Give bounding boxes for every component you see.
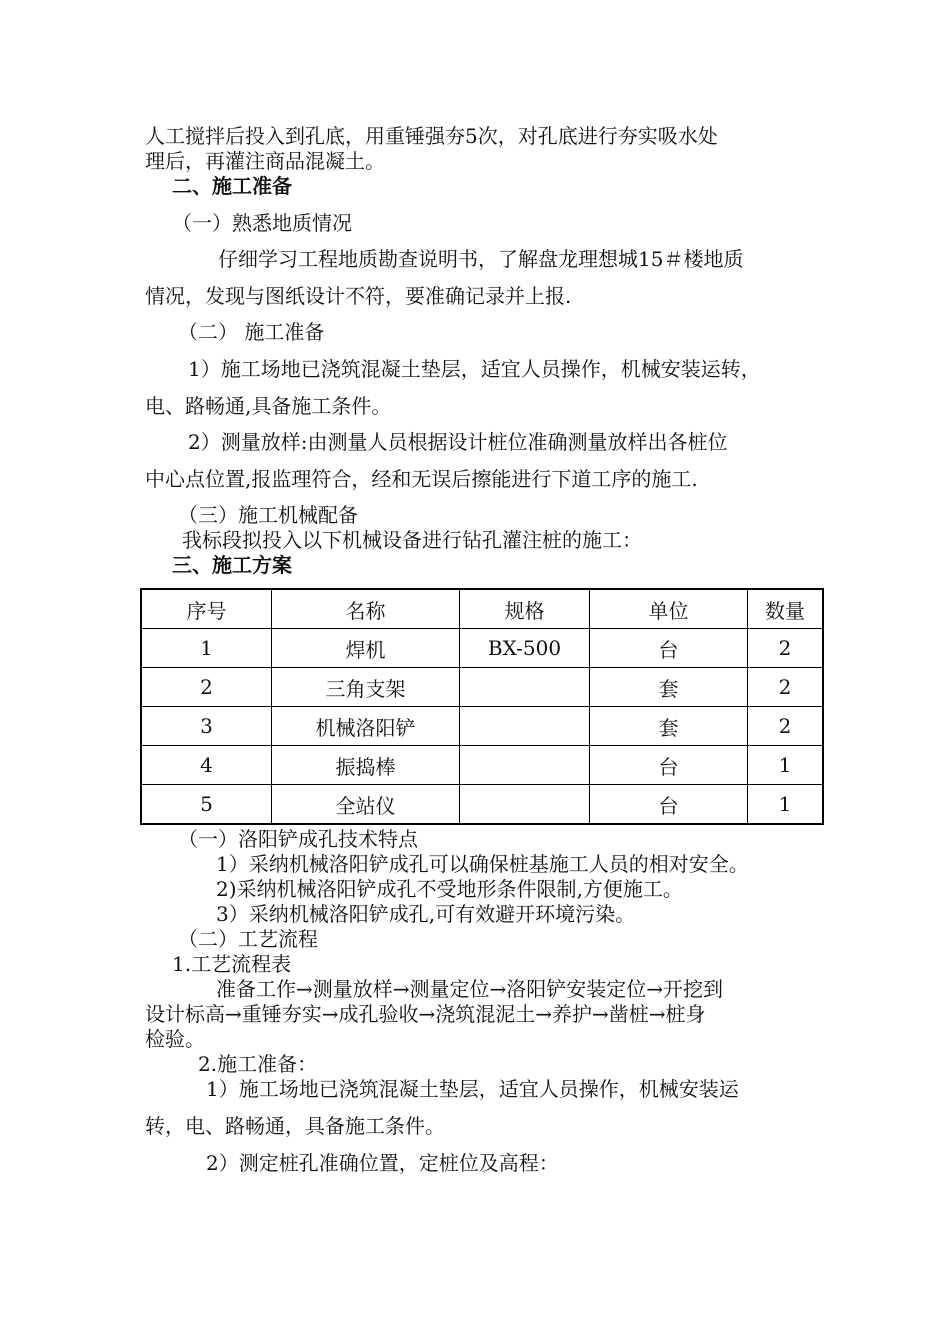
table-cell xyxy=(460,746,590,785)
equipment-table xyxy=(140,588,824,825)
paragraph-line: 1）施工场地已浇筑混凝土垫层，适宜人员操作，机械安装运 xyxy=(206,1077,739,1101)
table-cell: 3 xyxy=(141,707,272,746)
table-cell: 1 xyxy=(141,629,272,668)
table-row xyxy=(141,629,823,668)
table-cell: 1 xyxy=(748,785,824,825)
paragraph-line: 2）测量放样:由测量人员根据设计桩位准确测量放样出各桩位 xyxy=(188,430,728,454)
paragraph-line: 人工搅拌后投入到孔底，用重锤强夯5次，对孔底进行夯实吸水处 xyxy=(145,124,718,148)
paragraph-line: 检验。 xyxy=(145,1027,205,1051)
table-row xyxy=(141,707,823,746)
table-cell: 焊机 xyxy=(272,629,460,668)
table-cell: 振捣棒 xyxy=(272,746,460,785)
subsection-heading: （一）洛阳铲成孔技术特点 xyxy=(178,827,418,851)
header-cell: 数量 xyxy=(748,589,824,629)
table-cell: 台 xyxy=(590,746,748,785)
header-cell: 规格 xyxy=(460,589,590,629)
feature-item: 2)采纳机械洛阳铲成孔不受地形条件限制,方便施工。 xyxy=(216,877,683,901)
table-row xyxy=(141,746,823,785)
table-cell: 2 xyxy=(748,707,824,746)
table-cell xyxy=(460,668,590,707)
table-cell: 机械洛阳铲 xyxy=(272,707,460,746)
subsection-heading: （一）熟悉地质情况 xyxy=(172,211,352,235)
paragraph-line: 电、路畅通,具备施工条件。 xyxy=(145,394,392,418)
table-cell: 2 xyxy=(748,668,824,707)
feature-item: 3）采纳机械洛阳铲成孔,可有效避开环境污染。 xyxy=(216,902,636,926)
paragraph-line: 设计标高→重锤夯实→成孔验收→浇筑混泥土→养护→凿桩→桩身 xyxy=(145,1002,706,1026)
paragraph-line: 理后，再灌注商品混凝土。 xyxy=(145,149,385,173)
step-heading: 1.工艺流程表 xyxy=(172,952,292,976)
subsection-heading: （二） 施工准备 xyxy=(178,320,325,344)
table-row xyxy=(141,668,823,707)
section-heading: 三、施工方案 xyxy=(172,553,292,577)
table-cell: 套 xyxy=(590,668,748,707)
table-cell: 三角支架 xyxy=(272,668,460,707)
subsection-heading: （三）施工机械配备 xyxy=(178,503,358,527)
step-heading: 2.施工准备： xyxy=(198,1052,318,1076)
table-cell: 2 xyxy=(748,629,824,668)
paragraph-line: 情况，发现与图纸设计不符，要准确记录并上报. xyxy=(145,284,572,308)
paragraph-line: 2）测定桩孔准确位置，定桩位及高程： xyxy=(206,1151,559,1175)
header-cell: 名称 xyxy=(272,589,460,629)
table-header-row xyxy=(141,589,823,629)
table-cell xyxy=(460,785,590,825)
paragraph-line: 仔细学习工程地质勘查说明书，了解盘龙理想城15＃楼地质 xyxy=(218,247,744,271)
table-cell: 台 xyxy=(590,629,748,668)
table-cell: 4 xyxy=(141,746,272,785)
table-cell: BX-500 xyxy=(460,629,590,668)
header-cell: 序号 xyxy=(141,589,272,629)
table-cell: 5 xyxy=(141,785,272,825)
paragraph-line: 我标段拟投入以下机械设备进行钻孔灌注桩的施工： xyxy=(182,528,642,552)
table-cell: 全站仪 xyxy=(272,785,460,825)
section-heading: 二、施工准备 xyxy=(172,174,292,198)
paragraph-line: 转，电、路畅通，具备施工条件。 xyxy=(145,1114,445,1138)
paragraph-line: 中心点位置,报监理符合，经和无误后擦能进行下道工序的施工. xyxy=(145,467,698,491)
feature-item: 1）采纳机械洛阳铲成孔可以确保桩基施工人员的相对安全。 xyxy=(216,852,749,876)
table-cell: 套 xyxy=(590,707,748,746)
paragraph-line: 准备工作→测量放样→测量定位→洛阳铲安装定位→开挖到 xyxy=(216,977,724,1001)
table-cell: 2 xyxy=(141,668,272,707)
table-cell: 台 xyxy=(590,785,748,825)
table-cell: 1 xyxy=(748,746,824,785)
header-cell: 单位 xyxy=(590,589,748,629)
table-cell xyxy=(460,707,590,746)
table-row xyxy=(141,785,823,825)
subsection-heading: （二）工艺流程 xyxy=(178,927,318,951)
paragraph-line: 1）施工场地已浇筑混凝土垫层，适宜人员操作，机械安装运转， xyxy=(188,357,761,381)
